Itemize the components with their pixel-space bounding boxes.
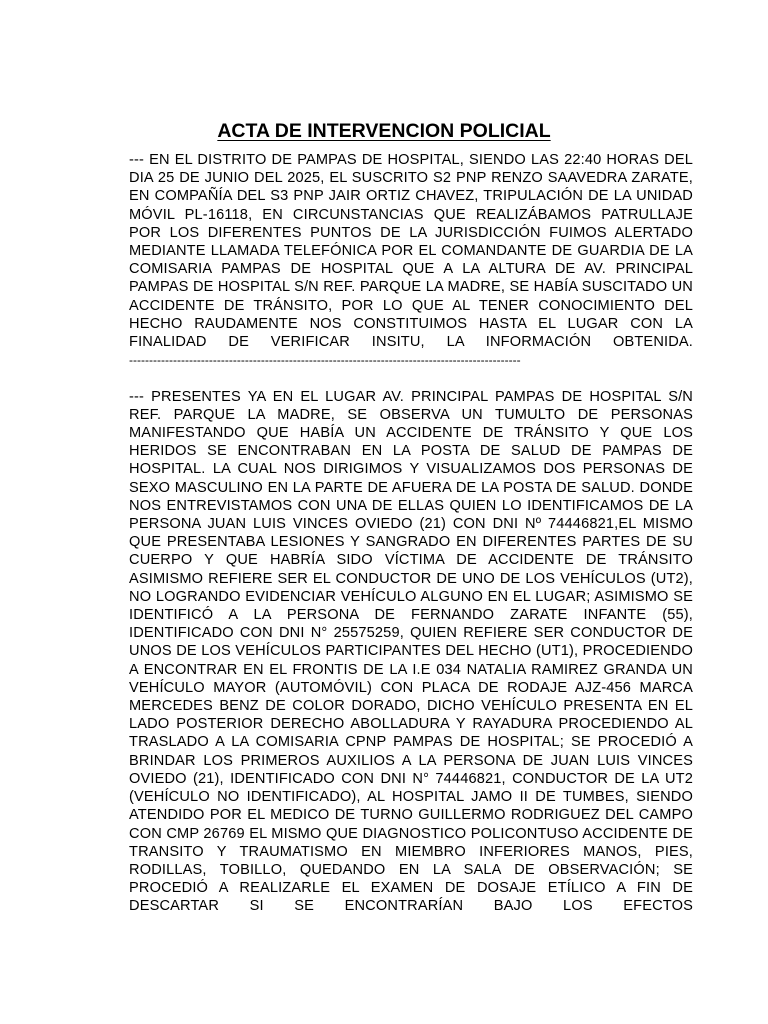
separator-line: -------------------------------------------------------------------------------------------------- [129,353,521,368]
document-title [0,118,768,144]
paragraph-details: --- PRESENTES YA EN EL LUGAR AV. PRINCIPAL PAMPAS DE HOSPITAL S/N REF. PARQUE LA MADRE, SE OBSERVA UN TUMULTO DE PERSONAS MANIFESTANDO QUE HABÍA UN ACCIDENTE DE TRÁNSITO Y QUE LOS HERIDOS SE ENCONTRABAN EN LA POSTA DE SALUD DE PAMPAS DE HOSPITAL. LA CUAL NOS DIRIGIMOS Y VISUALIZAMOS DOS PERSONAS DE SEXO MASCULINO EN LA PARTE DE AFUERA DE LA POSTA DE SALUD. DONDE NOS ENTREVISTAMOS CON UNA DE ELLAS QUIEN LO IDENTIFICAMOS DE LA PERSONA JUAN LUIS VINCES OVIEDO (21) CON DNI Nº 74446821,EL MISMO QUE PRESENTABA LESIONES Y SANGRADO EN DIFERENTES PARTES DE SU CUERPO Y QUE HABRÍA SIDO VÍCTIMA DE ACCIDENTE DE TRÁNSITO ASIMISMO REFIERE SER EL CONDUCTOR DE UNO DE LOS VEHÍCULOS (UT2), NO LOGRANDO EVIDENCIAR VEHÍCULO ALGUNO EN EL LUGAR; ASIMISMO SE IDENTIFICÓ A LA PERSONA DE FERNANDO ZARATE INFANTE (55), IDENTIFICADO CON DNI N° 25575259, QUIEN REFIERE SER CONDUCTOR DE UNOS DE LOS VEHÍCULOS PARTICIPANTES DEL HECHO (UT1), PROCEDIENDO A ENCONTRAR EN EL FRONTIS DE LA I.E 034 NATALIA RAMIREZ GRANDA UN VEHÍCULO MAYOR (AUTOMÓVIL) CON PLACA DE RODAJE AJZ-456 MARCA MERCEDES BENZ DE COLOR DORADO, DICHO VEHÍCULO PRESENTA EN EL LADO POSTERIOR DERECHO ABOLLADURA Y RAYADURA PROCEDIENDO AL TRASLADO A LA COMISARIA CPNP PAMPAS DE HOSPITAL; SE PROCEDIÓ A BRINDAR LOS PRIMEROS AUXILIOS A LA PERSONA DE JUAN LUIS VINCES OVIEDO (21), IDENTIFICADO CON DNI N° 74446821, CONDUCTOR DE LA UT2 (VEHÍCULO NO IDENTIFICADO), AL HOSPITAL JAMO II DE TUMBES, SIENDO ATENDIDO POR EL MEDICO DE TURNO GUILLERMO RODRIGUEZ DEL CAMPO CON CMP 26769 EL MISMO QUE DIAGNOSTICO POLICONTUSO ACCIDENTE DE TRANSITO Y TRAUMATISMO EN MIEMBRO INFERIORES MANOS, PIES, RODILLAS, TOBILLO, QUEDANDO EN LA SALA DE OBSERVACIÓN; SE PROCEDIÓ A REALIZARLE EL EXAMEN DE DOSAJE ETÍLICO A FIN DE DESCARTAR SI SE ENCONTRARÍAN BAJO LOS EFECTOS [129,388,693,915]
blank-line [129,369,693,387]
document-body [129,151,693,916]
paragraph-intro: --- EN EL DISTRITO DE PAMPAS DE HOSPITAL, SIENDO LAS 22:40 HORAS DEL DIA 25 DE JUNIO DEL 2025, EL SUSCRITO S2 PNP RENZO SAAVEDRA ZARATE, EN COMPAÑÍA DEL S3 PNP JAIR ORTIZ CHAVEZ, TRIPULACIÓN DE LA UNIDAD MÓVIL PL-16118, EN CIRCUNSTANCIAS QUE REALIZÁBAMOS PATRULLAJE POR LOS DIFERENTES PUNTOS DE LA JURISDICCIÓN FUIMOS ALERTADO MEDIANTE LLAMADA TELEFÓNICA POR EL COMANDANTE DE GUARDIA DE LA COMISARIA PAMPAS DE HOSPITAL QUE A LA ALTURA DE AV. PRINCIPAL PAMPAS DE HOSPITAL S/N REF. PARQUE LA MADRE, SE HABÍA SUSCITADO UN ACCIDENTE DE TRÁNSITO, POR LO QUE AL TENER CONOCIMIENTO DEL HECHO RAUDAMENTE NOS CONSTITUIMOS HASTA EL LUGAR CON LA FINALIDAD DE VERIFICAR INSITU, LA INFORMACIÓN OBTENIDA. [129,152,693,351]
document-title-text: ACTA DE INTERVENCION POLICIAL [217,120,551,142]
